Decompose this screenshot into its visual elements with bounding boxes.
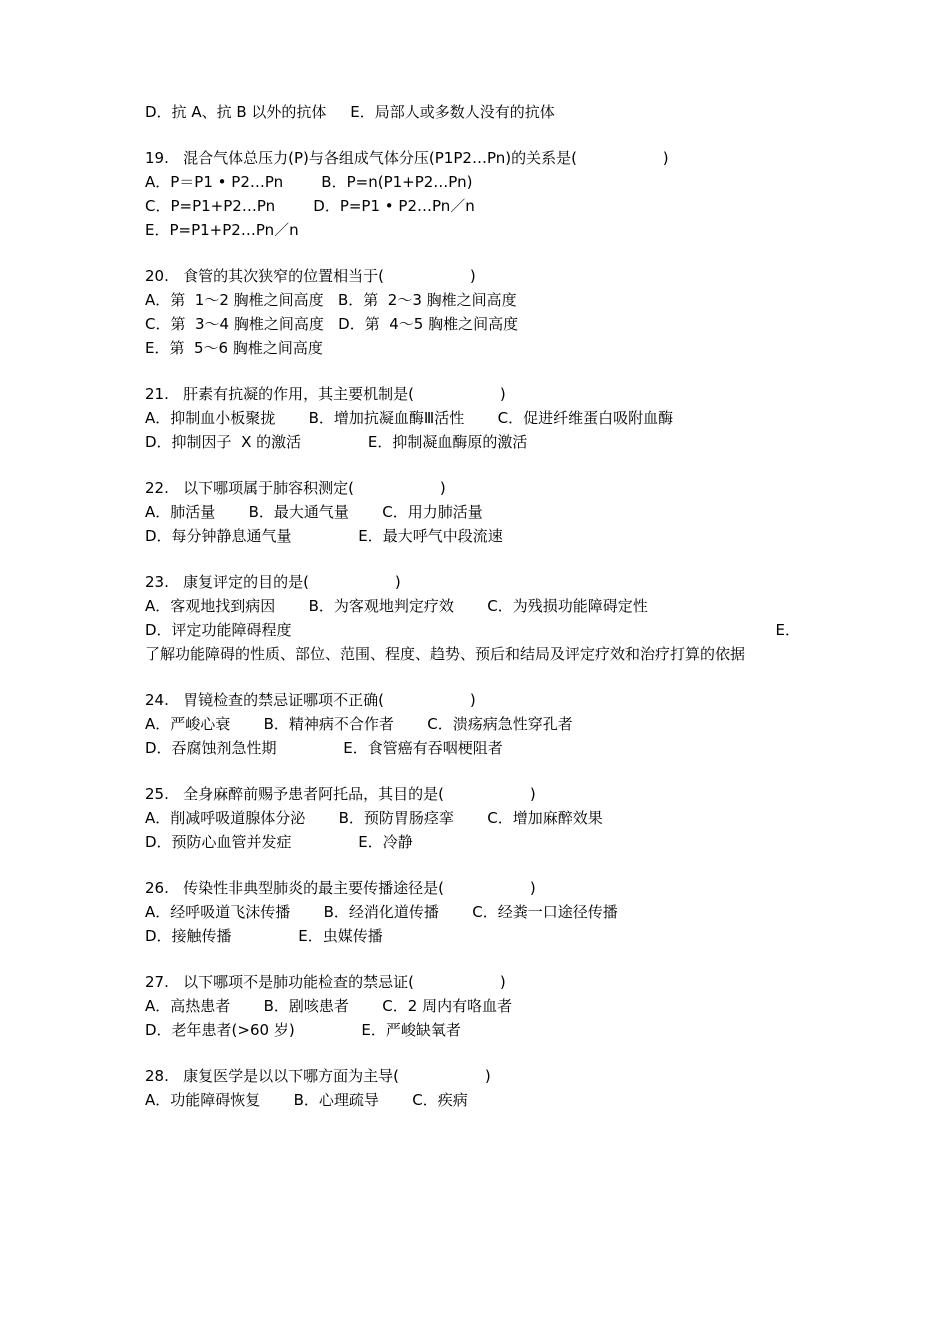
q27-stem: 27. 以下哪项不是肺功能检查的禁忌证( ) — [145, 973, 506, 991]
q26-options-de: D．接触传播 E．虫媒传播 — [145, 927, 383, 945]
q19-options-cd: C．P=P1+P2…Pn D．P=P1 • P2…Pn／n — [145, 197, 475, 215]
q22-options-de: D．每分钟静息通气量 E．最大呼气中段流速 — [145, 527, 503, 545]
q27-options-de: D．老年患者(>60 岁) E．严峻缺氧者 — [145, 1021, 461, 1039]
q18-options-line: D．抗 A、抗 B 以外的抗体 E．局部人或多数人没有的抗体 — [145, 103, 555, 121]
q25-options-de: D．预防心血管并发症 E．冷静 — [145, 833, 413, 851]
q23-option-e-text: 了解功能障碍的性质、部位、范围、程度、趋势、预后和结局及评定疗效和治疗打算的依据 — [145, 645, 746, 663]
q24-stem: 24. 胃镜检查的禁忌证哪项不正确( ) — [145, 691, 476, 709]
q28-stem: 28. 康复医学是以以下哪方面为主导( ) — [145, 1067, 491, 1085]
q24-options-abc: A．严峻心衰 B．精神病不合作者 C．溃疡病急性穿孔者 — [145, 715, 573, 733]
q23-option-d: D．评定功能障碍程度 — [145, 621, 292, 639]
q21-stem: 21. 肝素有抗凝的作用，其主要机制是( ) — [145, 385, 506, 403]
q27-options-abc: A．高热患者 B．剧咳患者 C．2 周内有咯血者 — [145, 997, 513, 1015]
q26-options-abc: A．经呼吸道飞沫传播 B．经消化道传播 C．经粪一口途径传播 — [145, 903, 618, 921]
q21-options-de: D．抑制因子 X 的激活 E．抑制凝血酶原的激活 — [145, 433, 528, 451]
q23-option-e-label: E． — [775, 621, 800, 639]
q19-options-ab: A．P＝P1 • P2…Pn B．P=n(P1+P2…Pn) — [145, 173, 473, 191]
q20-option-e: E．第 5～6 胸椎之间高度 — [145, 339, 323, 357]
q20-options-ab: A．第 1～2 胸椎之间高度 B．第 2～3 胸椎之间高度 — [145, 291, 517, 309]
q20-options-cd: C．第 3～4 胸椎之间高度 D．第 4～5 胸椎之间高度 — [145, 315, 519, 333]
q24-options-de: D．吞腐蚀剂急性期 E．食管癌有吞咽梗阻者 — [145, 739, 503, 757]
q25-stem: 25. 全身麻醉前赐予患者阿托品，其目的是( ) — [145, 785, 536, 803]
q19-option-e: E．P=P1+P2…Pn／n — [145, 221, 299, 239]
q20-stem: 20. 食管的其次狭窄的位置相当于( ) — [145, 267, 476, 285]
q23-options-de — [145, 618, 800, 642]
q22-options-abc: A．肺活量 B．最大通气量 C．用力肺活量 — [145, 503, 483, 521]
q28-options-abc: A．功能障碍恢复 B．心理疏导 C．疾病 — [145, 1091, 468, 1109]
q19-stem: 19. 混合气体总压力(P)与各组成气体分压(P1P2…Pn)的关系是( ) — [145, 149, 669, 167]
q23-options-abc: A．客观地找到病因 B．为客观地判定疗效 C．为残损功能障碍定性 — [145, 597, 648, 615]
document-page — [145, 100, 800, 1112]
q22-stem: 22. 以下哪项属于肺容积测定( ) — [145, 479, 446, 497]
q21-options-abc: A．抑制血小板聚拢 B．增加抗凝血酶Ⅲ活性 C．促进纤维蛋白吸附血酶 — [145, 409, 674, 427]
q23-stem: 23. 康复评定的目的是( ) — [145, 573, 401, 591]
q25-options-abc: A．削减呼吸道腺体分泌 B．预防胃肠痉挛 C．增加麻醉效果 — [145, 809, 603, 827]
q26-stem: 26. 传染性非典型肺炎的最主要传播途径是( ) — [145, 879, 536, 897]
